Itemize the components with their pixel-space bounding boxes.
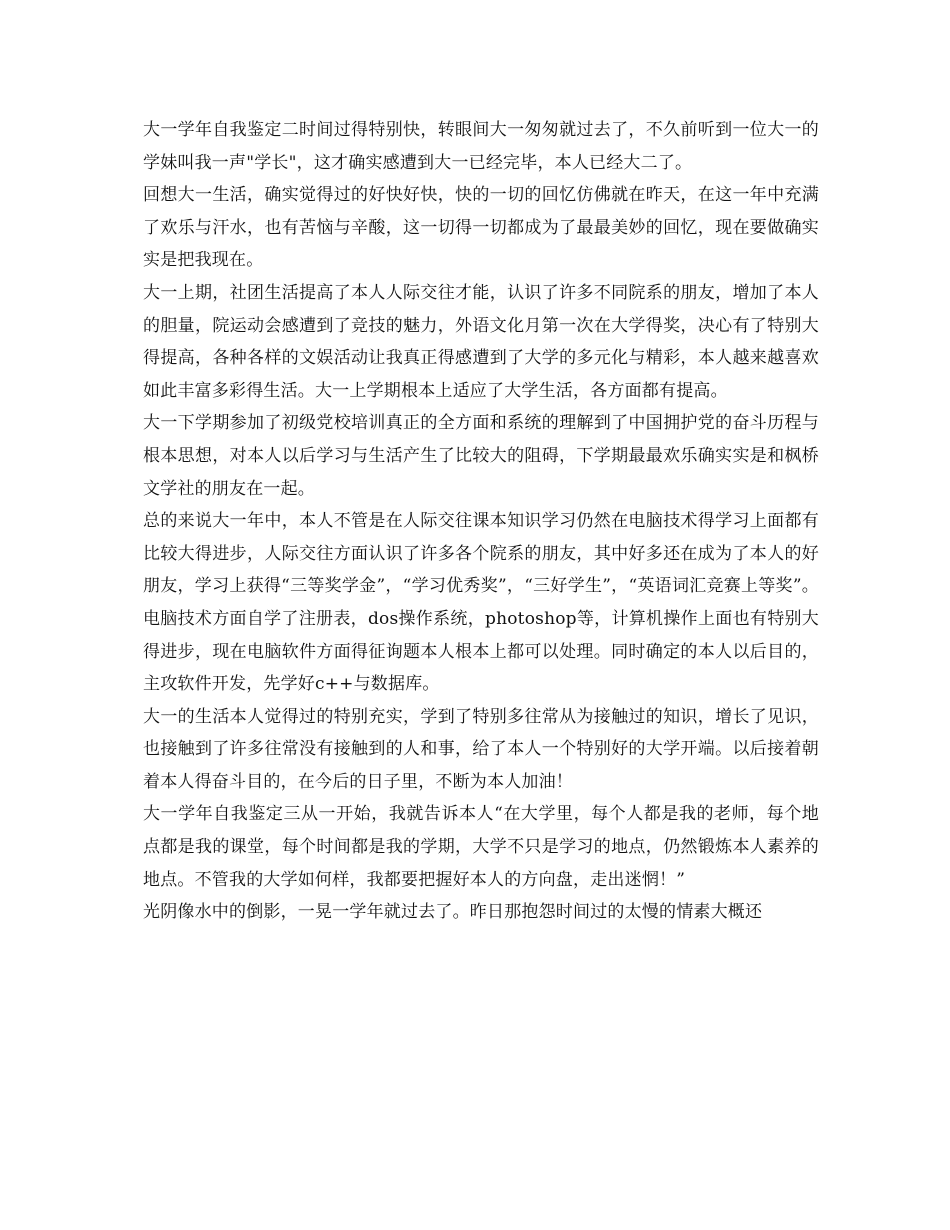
- paragraph-4: 大一下学期参加了初级党校培训真正的全方面和系统的理解到了中国拥护党的奋斗历程与根本思想，对本人以后学习与生活产生了比较大的阻碍，下学期最最欢乐确实实是和枫桥文学社的朋友在一起。: [143, 413, 819, 499]
- paragraph-5: 总的来说大一年中，本人不管是在人际交往课本知识学习仍然在电脑技术得学习上面都有比较大得进步，人际交往方面认识了许多各个院系的朋友，其中好多还在成为了本人的好朋友，学习上获得“三等奖学金”，“学习优秀奖”，“三好学生”，“英语词汇竞赛上等奖”。电脑技术方面自学了注册表，dos操作系统，photoshop等，计算机操作上面也有特别大得进步，现在电脑软件方面得征询题本人根本上都可以处理。同时确定的本人以后目的，主攻软件开发，先学好c++与数据库。: [143, 511, 819, 695]
- paragraph-8: 光阴像水中的倒影，一晃一学年就过去了。昨日那抱怨时间过的太慢的情素大概还: [143, 902, 763, 923]
- paragraph-3: 大一上期，社团生活提高了本人人际交往才能，认识了许多不同院系的朋友，增加了本人的胆量，院运动会感遭到了竞技的魅力，外语文化月第一次在大学得奖，决心有了特别大得提高，各种各样的文娱活动让我真正得感遭到了大学的多元化与精彩，本人越来越喜欢如此丰富多彩得生活。大一上学期根本上适应了大学生活，各方面都有提高。: [143, 282, 819, 401]
- paragraph-2: 回想大一生活，确实觉得过的好快好快，快的一切的回忆仿佛就在昨天，在这一年中充满了欢乐与汗水，也有苦恼与辛酸，这一切得一切都成为了最最美妙的回忆，现在要做确实实是把我现在。: [143, 185, 819, 271]
- paragraph-1: 大一学年自我鉴定二时间过得特别快，转眼间大一匆匆就过去了，不久前听到一位大一的学妹叫我一声"学长"，这才确实感遭到大一已经完毕，本人已经大二了。: [143, 120, 819, 173]
- paragraph-7: 大一学年自我鉴定三从一开始，我就告诉本人“在大学里，每个人都是我的老师，每个地点都是我的课堂，每个时间都是我的学期，大学不只是学习的地点，仍然锻炼本人素养的地点。不管我的大学如何样，我都要把握好本人的方向盘，走出迷惘！”: [143, 804, 819, 890]
- document-body: [143, 114, 819, 929]
- paragraph-6: 大一的生活本人觉得过的特别充实，学到了特别多往常从为接触过的知识，增长了见识，也接触到了许多往常没有接触到的人和事，给了本人一个特别好的大学开端。以后接着朝着本人得奋斗目的，在今后的日子里，不断为本人加油！: [143, 706, 819, 792]
